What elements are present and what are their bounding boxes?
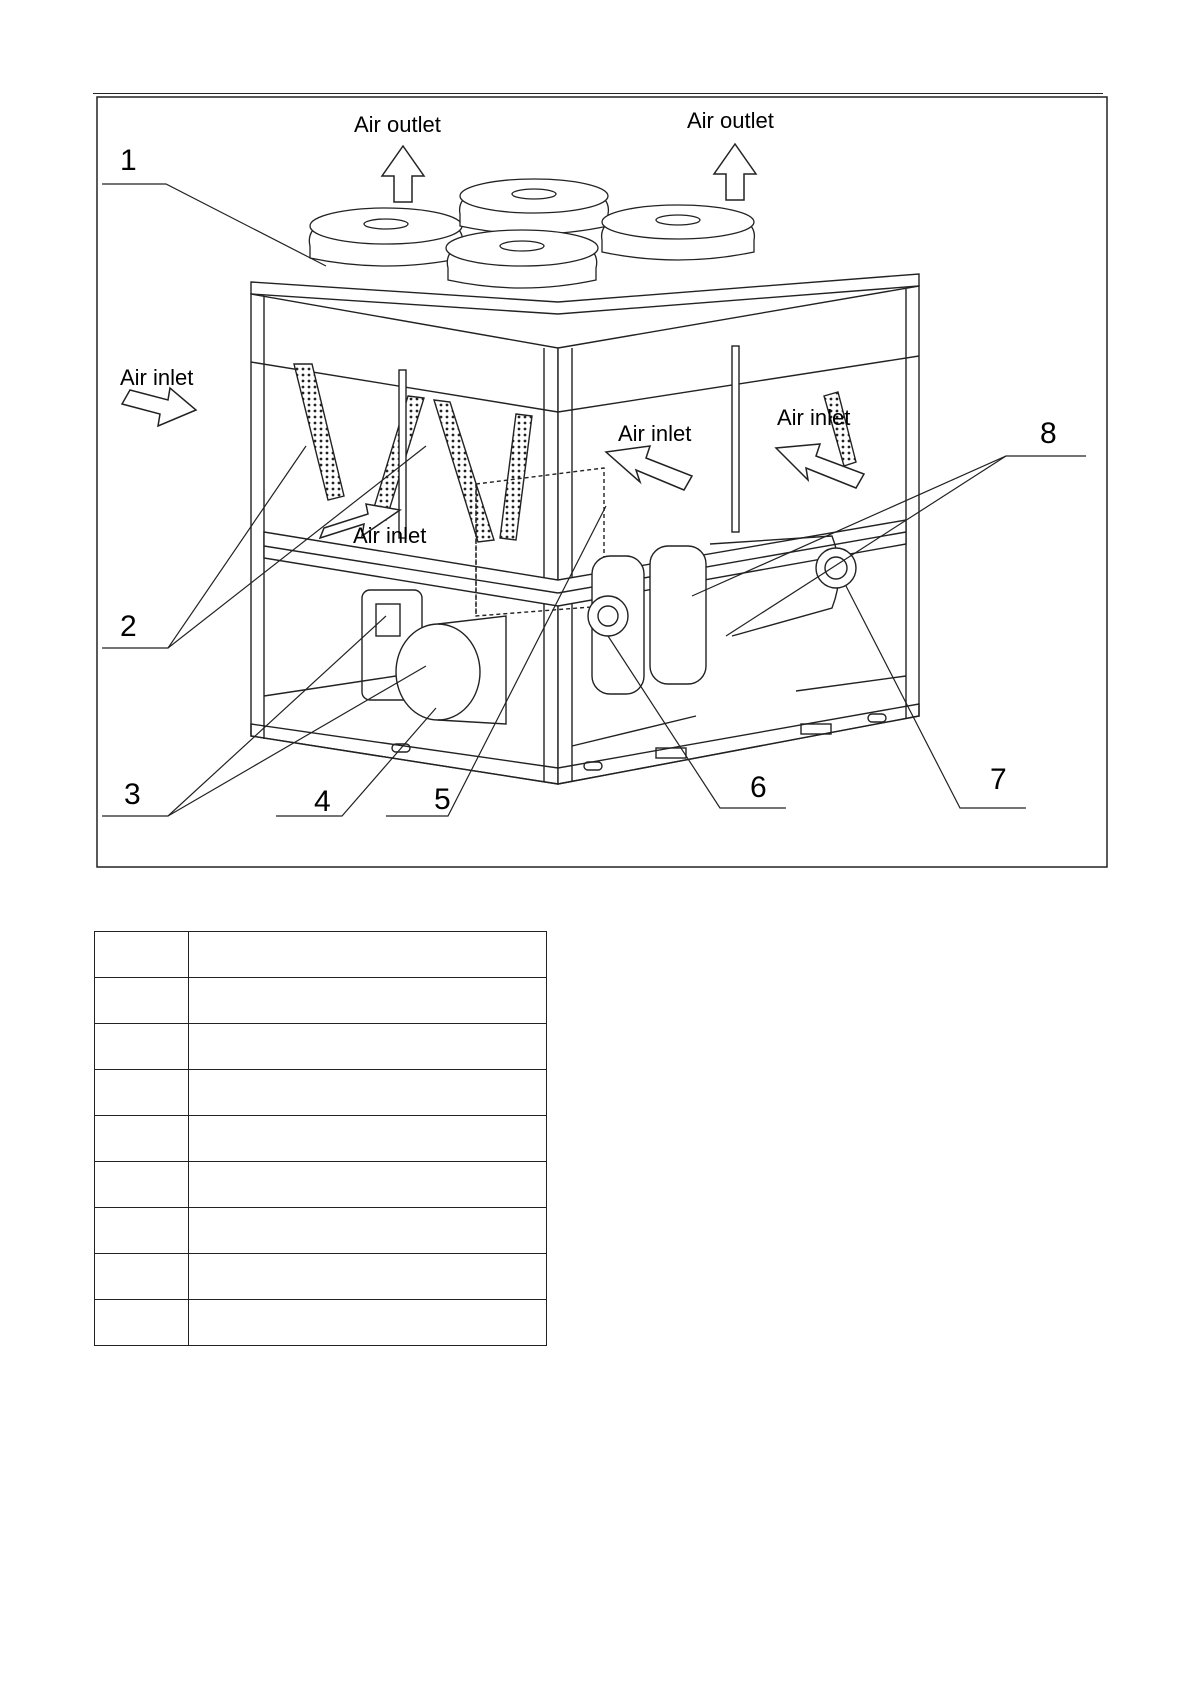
- callout-8: 8: [1040, 417, 1057, 450]
- table-row: [95, 1024, 547, 1070]
- table-cell-desc: [189, 1070, 547, 1116]
- table-cell-desc: [189, 1162, 547, 1208]
- fan-back-left: [309, 208, 462, 266]
- table-cell-num: [95, 932, 189, 978]
- label-air-inlet-front: Air inlet: [618, 421, 692, 446]
- table-cell-num: [95, 1208, 189, 1254]
- outlet-arrow-right: [714, 144, 756, 200]
- table-row: [95, 1208, 547, 1254]
- callout-4: 4: [314, 785, 331, 818]
- callout-3: 3: [124, 778, 141, 811]
- callout-7: 7: [990, 763, 1007, 796]
- table-cell-desc: [189, 978, 547, 1024]
- table-row: [95, 978, 547, 1024]
- table-row: [95, 1254, 547, 1300]
- label-air-inlet-inner: Air inlet: [353, 523, 427, 548]
- callout-6: 6: [750, 771, 767, 804]
- table-cell-num: [95, 1070, 189, 1116]
- table-row: [95, 1300, 547, 1346]
- table-cell-desc: [189, 1208, 547, 1254]
- outlet-arrow-left: [382, 146, 424, 202]
- fan-front: [446, 230, 598, 288]
- component-legend-table: [94, 931, 547, 1346]
- callout-2: 2: [120, 610, 137, 643]
- table-row: [95, 932, 547, 978]
- table-cell-num: [95, 1116, 189, 1162]
- fan-back-center: [460, 179, 609, 234]
- chiller-diagram: [96, 96, 1108, 868]
- chiller-body: [251, 274, 919, 784]
- table-cell-num: [95, 1300, 189, 1346]
- label-air-inlet-right: Air inlet: [777, 405, 851, 430]
- inlet-arrow-left: [122, 388, 196, 426]
- table-cell-num: [95, 1024, 189, 1070]
- table-cell-num: [95, 1254, 189, 1300]
- label-air-outlet-right: Air outlet: [687, 108, 774, 133]
- label-air-inlet-left: Air inlet: [120, 365, 194, 390]
- table-cell-num: [95, 978, 189, 1024]
- table-cell-desc: [189, 1024, 547, 1070]
- table-row: [95, 1116, 547, 1162]
- fan-right: [602, 205, 755, 260]
- top-rule: [93, 93, 1103, 94]
- callout-5: 5: [434, 783, 451, 816]
- callout-1: 1: [120, 144, 137, 177]
- table-row: [95, 1162, 547, 1208]
- table-cell-num: [95, 1162, 189, 1208]
- table-row: [95, 1070, 547, 1116]
- chiller-illustration: [96, 96, 1108, 868]
- fans: [309, 179, 754, 288]
- table-cell-desc: [189, 1300, 547, 1346]
- table-cell-desc: [189, 1116, 547, 1162]
- table-cell-desc: [189, 932, 547, 978]
- label-air-outlet-left: Air outlet: [354, 112, 441, 137]
- table-cell-desc: [189, 1254, 547, 1300]
